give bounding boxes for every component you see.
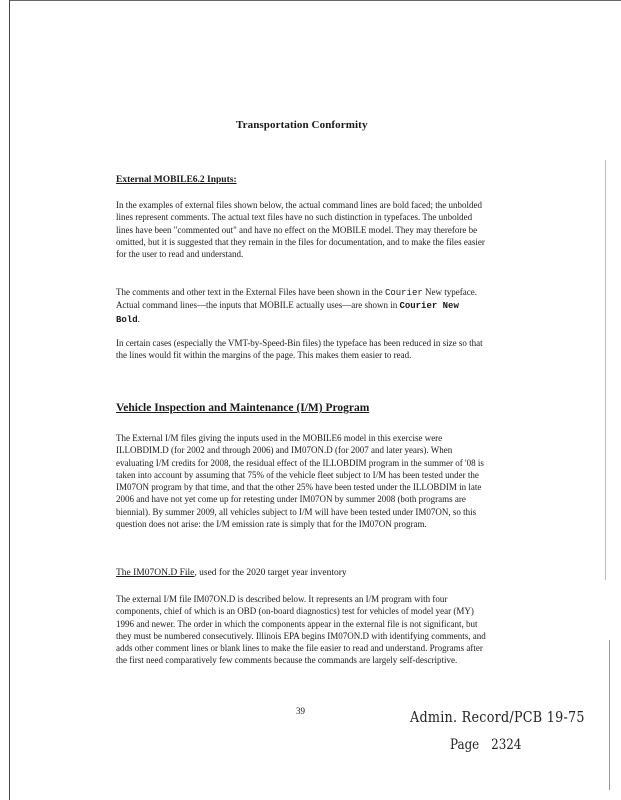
courier-sample: Courier <box>384 288 423 298</box>
paragraph-typeface <box>116 286 488 326</box>
section-heading-vehicle-im: Vehicle Inspection and Maintenance (I/M) Program <box>116 402 370 414</box>
scan-edge-top <box>10 0 621 2</box>
document-title: Transportation Conformity <box>236 119 368 131</box>
paragraph-im07on-description: The external I/M file IM07ON.D is described below. It represents an I/M program with four components, chief of which is an OBD (on-board diagnostics) test for vehicles of model year (MY) 1996 and newer. The order in which the components appear in the external file is not significant, but they must be numbered consecutively. Illinois EPA begins IM07ON.D with identifying comments, and adds other comment lines or blank lines to make the file easier to read and understand. Programs after the first need comparatively few comments because the commands are largely self-descriptive. <box>116 594 486 666</box>
heading-underlined: The IM07ON.D File <box>116 568 195 578</box>
scan-edge-left <box>9 0 11 800</box>
text-run: The comments and other text in the External Files have been shown in the <box>116 287 385 297</box>
scan-edge-right <box>605 160 607 580</box>
paragraph-reduced-typeface: In certain cases (especially the VMT-by-Speed-Bin files) the typeface has been reduced in size so that the lines would fit within the margins of the page. This makes them easier to read. <box>116 338 483 361</box>
heading-rest: , used for the 2020 target year inventory <box>194 568 347 578</box>
courier-bold-sample: Courier New Bold <box>116 301 459 325</box>
paragraph-im-files: The External I/M files giving the inputs used in the MOBILE6 model in this exercise were ILLOBDIM.D (for 2002 and through 2006) and IM07ON.D (for 2007 and later years). When evaluating I/M credits for 2008, the residual effect of the ILLOBDIM program in the summer of '08 is taken into account by assuming that 75% of the vehicle fleet subject to I/M has been tested under the IM07ON program by that time, and that the other 25% have been tested under the ILLOBDIM in late 2006 and have not yet come up for retesting under IM07ON by summer 2008 (both programs are biennial). By summer 2009, all vehicles subject to I/M will have been tested under IM07ON, so this question does not arise: the I/M emission rate is simply that for the IM07ON program. <box>116 433 484 530</box>
page-stamp <box>450 737 521 753</box>
paragraph-external-files: In the examples of external files shown below, the actual command lines are bold faced; the unbolded lines represent comments. The actual text files have no such distinction in typefaces. The unbolded lines have been "commented out" and have no effect on the MOBILE model. They may therefore be omitted, but it is suggested that they remain in the files for documentation, and to make the files easier for the user to read and understand. <box>116 200 485 260</box>
scan-edge-right-lower <box>609 640 611 790</box>
section-heading-im07on-file <box>116 568 347 578</box>
page-number: 39 <box>296 706 305 716</box>
page-stamp-value: 2324 <box>491 737 522 753</box>
page-stamp-label: Page <box>450 737 480 753</box>
section-heading-external-inputs: External MOBILE6.2 Inputs: <box>116 175 237 185</box>
admin-record-stamp: Admin. Record/PCB 19-75 <box>410 708 585 726</box>
text-run: New typeface. Actual command lines—the inputs that MOBILE actually uses—are shown in <box>116 287 477 311</box>
text-run: . <box>137 313 140 324</box>
